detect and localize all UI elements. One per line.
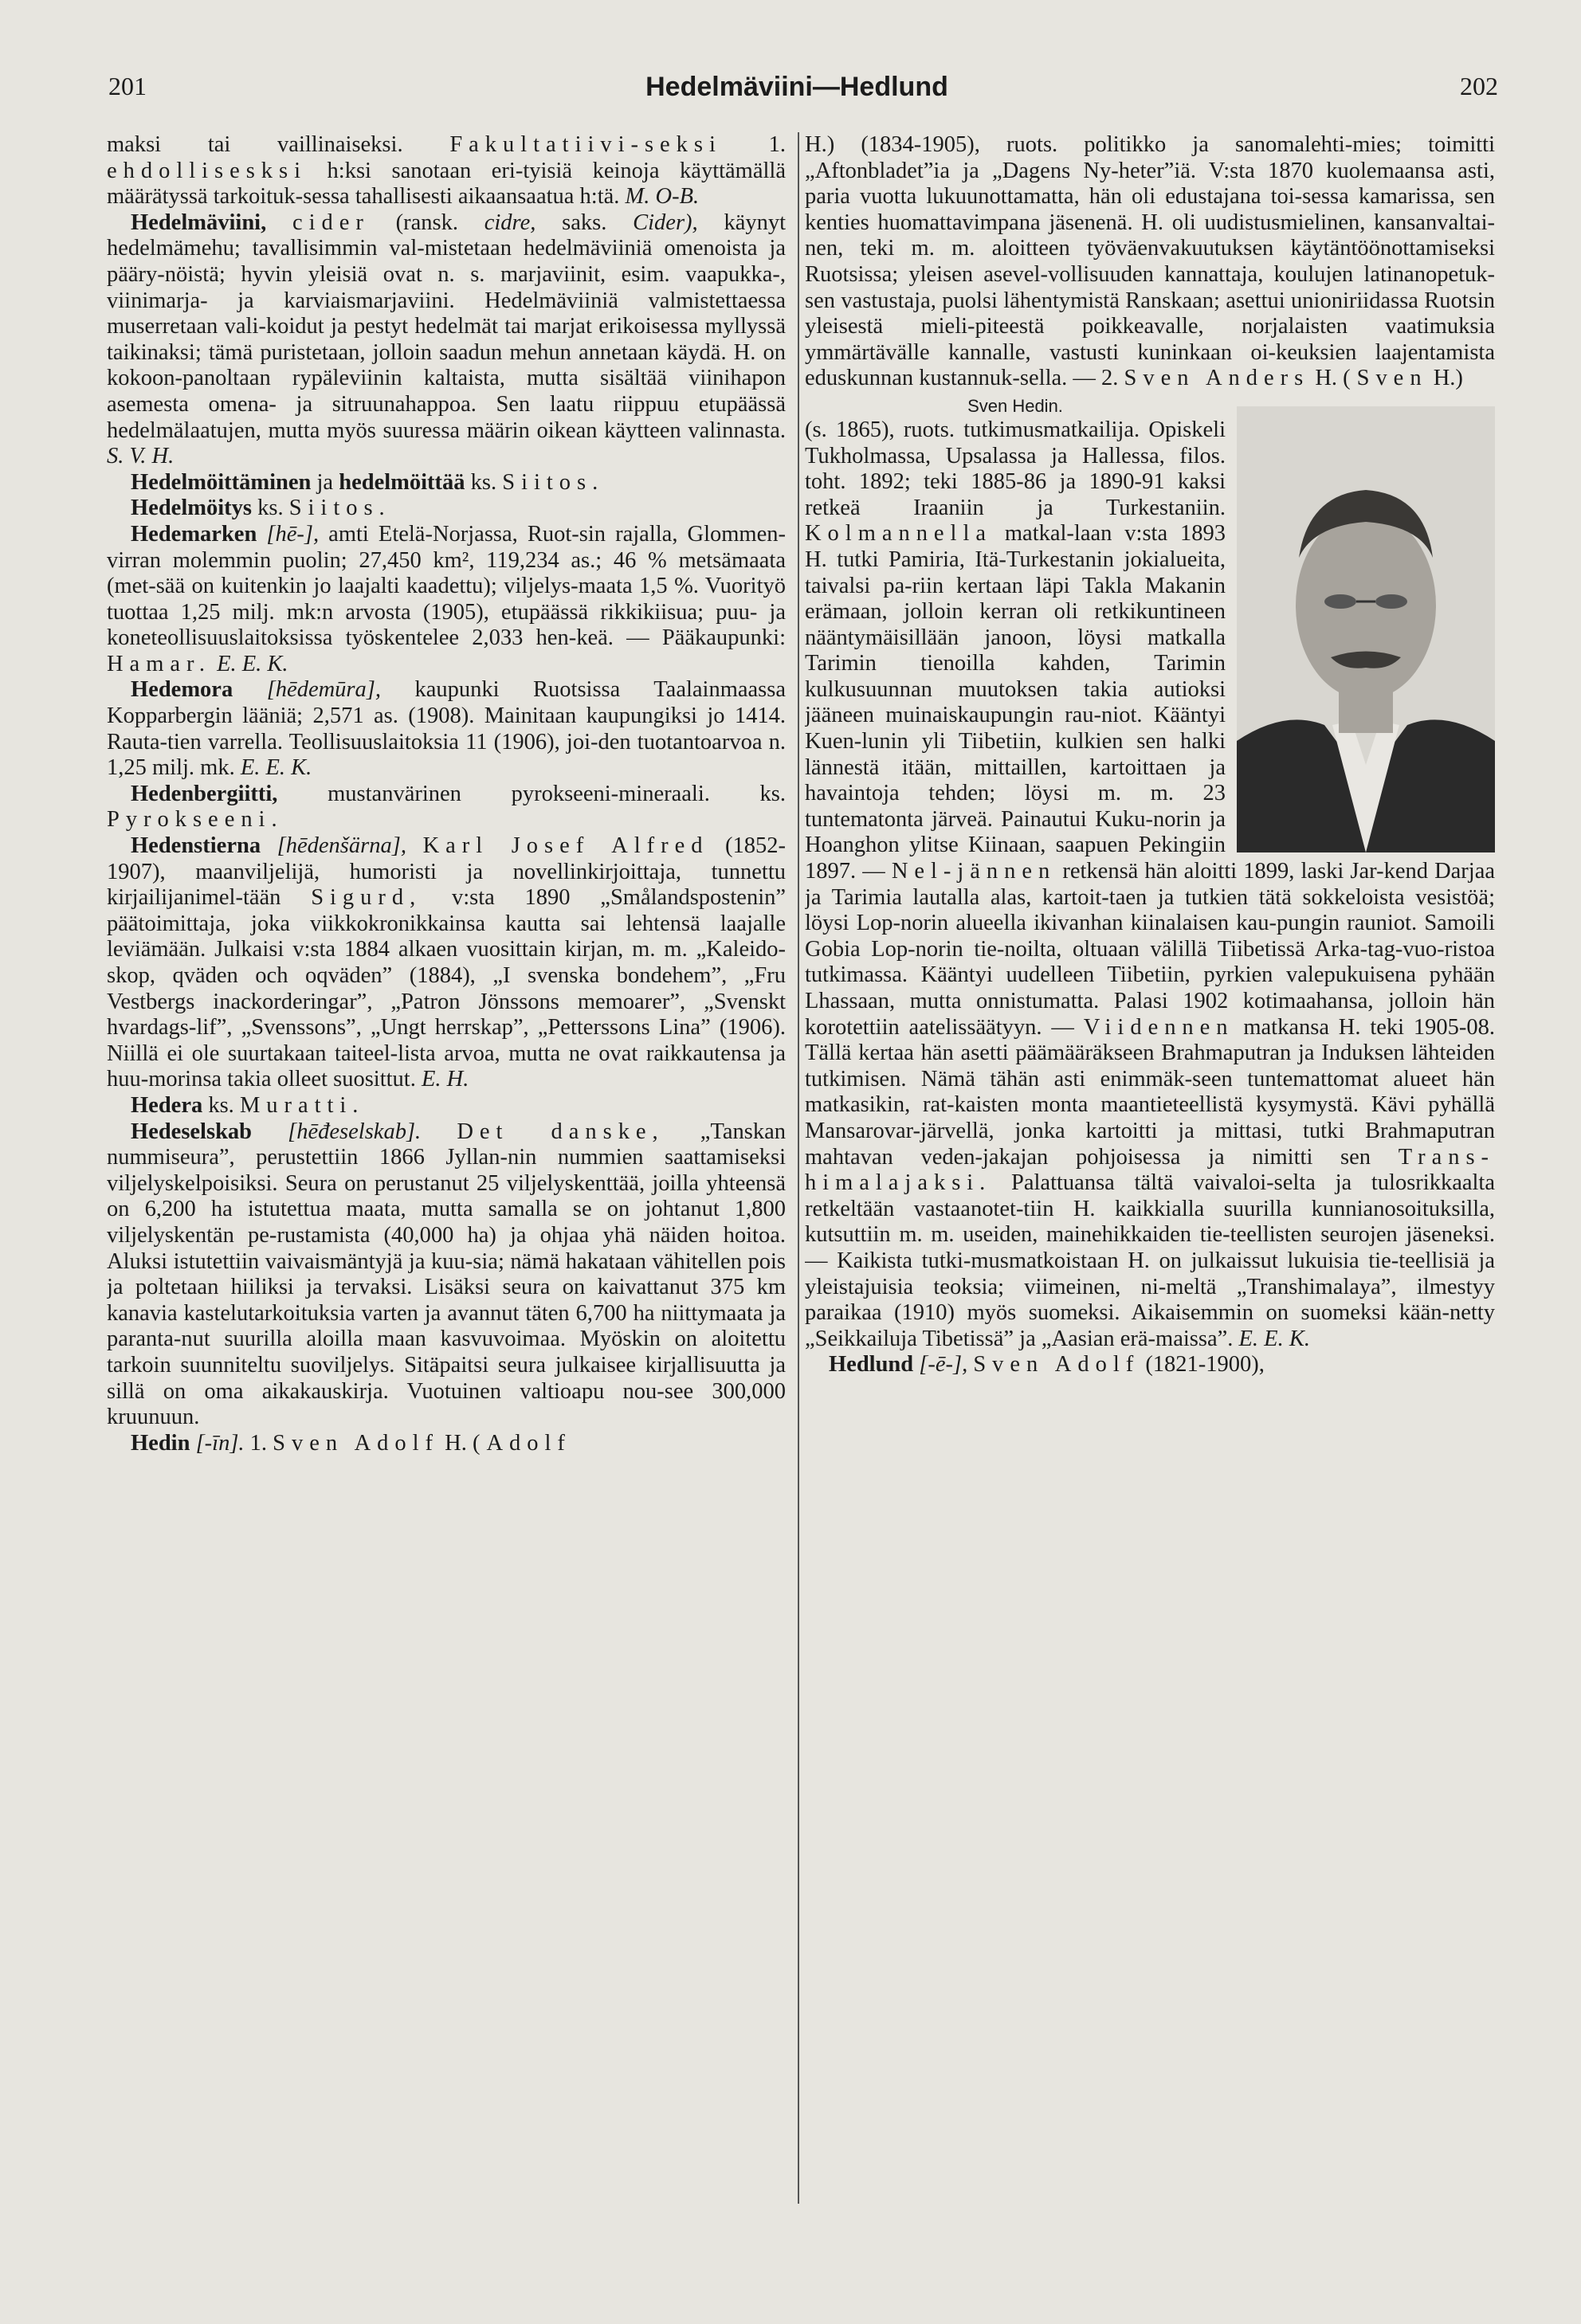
cross-reference: Siitos. xyxy=(502,469,605,495)
term: cidre, xyxy=(484,210,536,235)
running-title: Hedelmäviini—Hedlund xyxy=(645,72,948,102)
entry-hedemora xyxy=(107,677,786,781)
cross-reference: Pyrokseeni. xyxy=(107,807,284,833)
spaced-term: Viidennen xyxy=(1083,1014,1234,1040)
headword: hedelmöittää xyxy=(339,469,465,495)
text: (ransk. xyxy=(395,210,458,235)
entry-hedenbergiitti xyxy=(107,782,786,833)
pronunciation: [-īn]. xyxy=(195,1430,245,1456)
text: amti Etelä-Norjassa, Ruot-sin rajalla, Glommen-virran molemmin puolin; 27,450 km², 119,234 as.; 46 % metsämaata (met-sää on kuitenkin jo laajalti kaadettu); viljelys-maata 1,5 %. Vuorityö tuottaa 1,25 milj. mk:n arvosta (1905), etupäässä rikkikiisua; puu- ja koneteollisuuslaitoksissa työskentelee 2,033 hen-keä. — Pääkaupunki: xyxy=(107,521,786,651)
text: retkensä hän aloitti 1899, laski Jar-kend Darjaa ja Tarimia lautalla alas, kartoit-taen ja tutkien tätä sokkeloista vesistöä; löysi Lop-norin alueella ikivanhan kiinalaisen kau-pungin rauniot. Samoili Gobia Lop-norin tie-noilta, oltuaan välillä Tiibetissä Arka-tag-vuo-ristoa tutkimassa. Kääntyi uudelleen Tiibetiin, pyrkien valepukuisena pyhään Lhassaan, mutta onnistumatta. Palasi 1902 kotimaahansa, jolloin hän korotettiin aatelissäätyyn. — xyxy=(805,859,1495,1040)
text: (1821-1900), xyxy=(1145,1352,1265,1378)
text: ks. xyxy=(208,1092,234,1118)
headword: Hedelmäviini, xyxy=(131,210,267,235)
spaced-term: (Sven xyxy=(1343,366,1428,391)
portrait-figure xyxy=(1237,406,1495,852)
headword: Hedemarken xyxy=(131,521,257,547)
text: matkal-laan v:sta 1893 H. tutki Pamiria, Itä-Turkestanin jokialueita, taivalsi pa-riin kertaan läpi Takla Makanin erämaan, jolloin kerran oli retkikuntineen nääntymäisillään janoon, löysi matkalla Tarimin tienoilla kahden, Tarimin kulkusuunnan muutoksen takia autioksi jääneen muinaiskaupungin rau-niot. Kääntyi Kuen-lunin yli Tiibetiin, kulkien sen halki lännestä itään, mittaillen, kartoittaen ja havaintoja tehden; löysi m. m. 23 tuntematonta järveä. Painautui Kuku-norin ja Hoanghon ylitse Kiinaan, saapuen Pekingiin 1897. — xyxy=(805,521,1226,884)
entry-hedelmoitys xyxy=(107,496,786,522)
spaced-term: Fakultatiivi-seksi xyxy=(449,132,722,157)
entry-hedenstierna xyxy=(107,833,786,1093)
spaced-term: Nel-jännen xyxy=(891,859,1057,884)
author-signature: E. E. K. xyxy=(240,755,312,781)
author-signature: S. V. H. xyxy=(107,444,175,469)
entry-hedlund xyxy=(805,1352,1495,1378)
text: 1. xyxy=(249,1430,268,1456)
left-column xyxy=(107,132,786,2201)
author-signature: E. E. K. xyxy=(217,651,288,676)
spaced-term: Det danske, xyxy=(457,1119,665,1144)
headword: Hedelmöitys xyxy=(131,496,252,521)
spaced-term: cider xyxy=(292,210,370,235)
author-signature: E. E. K. xyxy=(1238,1326,1310,1351)
author-signature: E. H. xyxy=(421,1067,469,1092)
headword: Hedlund xyxy=(829,1352,914,1378)
page-number-right: 202 xyxy=(1460,72,1498,100)
spaced-term: Kolmannella xyxy=(805,521,992,547)
cross-reference: Siitos. xyxy=(288,496,391,521)
sven-hedin-portrait xyxy=(1237,406,1495,852)
headword: Hedenbergiitti, xyxy=(131,781,278,806)
spaced-term: Hamar. xyxy=(107,651,211,676)
text: saks. xyxy=(562,210,607,235)
text: H.) xyxy=(1433,366,1463,391)
headword: Hedin xyxy=(131,1430,190,1456)
text: maksi tai vaillinaiseksi. xyxy=(107,132,403,157)
text: (1852-1907), maanviljelijä, humoristi ja novellinkirjoittaja, tunnettu kirjailijanimel-tään xyxy=(107,833,786,911)
text: ks. xyxy=(470,469,497,495)
text: Palattuansa tältä vaivaloi-selta ja tulosrikkaalta retkeltään vastaanotet-tiin H. kaikkialla suurilla kunnianosoituksilla, kutsuttiin m. m. useiden, mainehikkaiden tie-teellisten seurojen jäseneksi. — Kaikista tutki-musmatkoistaan H. on julkaissut lukuisia tie-teellisiä ja yleistajuisia teoksia; viimeinen, ni-meltä „Transhimalaya”, ilmestyy paraikaa (1910) myös suomeksi. Aikaisemmin on suomeksi kään-netty „Seikkailuja Tibetissä” ja „Aasian erä-maissa”. xyxy=(805,1170,1495,1351)
text: käynyt hedelmämehu; tavallisimmin val-mistetaan hedelmäviiniä omenoista ja pääry-nöistä; hyvin yleisiä ovat n. s. marjaviinit, esim. vaapukka-, viinimarja- ja karviaismarjaviini. Hedelmäviiniä valmistettaessa muserretaan vali-koidut ja pestyt hedelmät tai marjat erikoisessa myllyssä taikinaksi; tämä puristetaan, jolloin saadun mehun annetaan käydä. H. on kokoon-panoltaan rypäleviinin kaltaista, mutta sisältää viinihapon asemesta omena- ja sitruunahappoa. Sen laatu riippuu etupäässä hedelmälaatujen, mutta myös suuressa määrin oikean käytteen valinnasta. xyxy=(107,210,786,443)
text: H. xyxy=(445,1430,467,1456)
cross-reference: Muratti. xyxy=(239,1092,365,1118)
headword: Hedelmöittäminen xyxy=(131,469,312,495)
spaced-term: Trans-himalajaksi. xyxy=(805,1144,1495,1196)
pronunciation: [hēdenšärna], xyxy=(277,833,406,859)
pronunciation: [hē-], xyxy=(266,521,320,547)
pronunciation: [hēdemūra], xyxy=(266,677,381,703)
entry-hedin xyxy=(107,1431,786,1457)
right-column xyxy=(805,132,1495,2201)
text: matkansa H. teki 1905-08. Tällä kertaa hän asetti päämääräkseen Brahmaputran ja Induksen lähteiden tutkimisen. Nämä tähän asti enimmäk-seen tuntemattomat alueet hän matkasikin, rat-kaisten monta maantieteellistä kysymystä. Kävi pyhällä Mansarovar-järvellä, jonka kartoitti ja mittasi, tutki Brahmaputran mahtavan veden-jakajan pohjoisessa ja nimitti sen xyxy=(805,1014,1495,1170)
text: „Tanskan nummiseura”, perustettiin 1866 Jyllan-nin nummien saattamiseksi viljelyskelpoisiksi. Seura on perustanut 25 viljelyskenttää, joilla yhteensä on 6,200 ha istutettua maata, mutta samalla se on johtanut 1,800 viljelyskentän pe-rustamista (40,000 ha) ja ohjaa yhä näiden hoitoa. Aluksi istutettiin vaivaismäntyjä ja kuu-sia; nämä hakataan vähitellen pois ja poltetaan hiiliksi ja tervaksi. Lisäksi seura on kaivattanut 375 km kanavia kastelutarkoituksia varten ja avannut täten 6,700 ha niittymaata ja paranta-nut suurilla aloilla maan kasvuvoimaa. Myöskin on aloitettu tarkoin suunniteltu suoviljelys. Sitäpaitsi seura julkaisee kirjallisuutta ja sillä on oma aikakauskirja. Vuotuinen valtioapu nou-see 300,000 kruunuun. xyxy=(107,1119,786,1430)
text: 1. xyxy=(768,132,786,157)
headword: Hedeselskab xyxy=(131,1119,253,1144)
text: ja xyxy=(316,469,334,495)
entry-hedera xyxy=(107,1093,786,1119)
entry-hedin-cont xyxy=(805,132,1495,392)
page-number-left: 201 xyxy=(108,72,147,100)
author-signature: M. O-B. xyxy=(625,184,700,210)
spaced-term: Karl Josef Alfred xyxy=(422,833,709,859)
entry-hedelmaviini xyxy=(107,210,786,470)
text: H. xyxy=(1315,366,1338,391)
spaced-term: (Adolf xyxy=(472,1430,571,1456)
spaced-term: Sven Adolf xyxy=(973,1352,1140,1378)
running-header xyxy=(96,72,1498,107)
text: H.) (1834-1905), ruots. politikko ja sanomalehti-mies; toimitti „Aftonbladet”ia ja „Dagens Ny-heter”iä. V:sta 1870 kuolemaansa asti, paria vuotta lukuunottamatta, hän oli edustajana toi-sessa kamarissa, sen kenties huomattavimpana jäsenenä. H. oli uudistusmielinen, kansanvaltai-nen, teki m. m. aloitteen työväenvakuutuksen käytäntöönottamiseksi Ruotsissa; yleisen asevel-vollisuuden kannattaja, koulujen latinanopetuk-sen vastustaja, puolsi lähentymistä Ranskaan; asettui unioniriidassa Ruotsin yleisestä mieli-piteestä poikkeavalle, norjalaisten vaatimuksia ymmärtävälle kannalle, vastusti kuninkaan oi-keuksien laajentamista eduskunnan kustannuk-sella. — 2. xyxy=(805,132,1495,391)
spaced-term: Sigurd, xyxy=(311,885,422,911)
spaced-term: Sven Anders xyxy=(1124,366,1310,391)
entry-hedeselskab xyxy=(107,1119,786,1431)
entry-hedelmoittaminen xyxy=(107,470,786,496)
text: v:sta 1890 „Smålandspostenin” päätoimittaja, joka viikkokronikkainsa kautta sai lehtensä laajalle leviämään. Julkaisi v:sta 1884 alkaen vuosittain kirjan, m. m. „Kaleido-skop, qväden och oqväden” (1884), „I svenska bondehem”, „Fru Vestbergs inackorderingar”, „Patron Jönssons memoarer”, „Svenskt hvardags-lif”, „Svenssons”, „Ungt herrskap”, „Petterssons Lina” (1906). Niillä ei ole suurtakaan taiteel-lista arvoa, mutta ne ovat raikkautensa ja huu-morinsa takia olleet suosittut. xyxy=(107,885,786,1092)
text: ks. xyxy=(257,496,284,521)
headword: Hedenstierna xyxy=(131,833,261,859)
term: Cider), xyxy=(633,210,698,235)
portrait-caption: Sven Hedin. xyxy=(967,395,1063,416)
pronunciation: [hēđeselskab]. xyxy=(288,1119,422,1144)
entry-hedemarken xyxy=(107,522,786,678)
headword: Hedera xyxy=(131,1092,203,1118)
spaced-term: ehdollisesksi xyxy=(107,158,307,183)
column-divider xyxy=(798,132,799,2204)
entry-hedelmaviini-cont xyxy=(107,132,786,210)
text: kaupunki Ruotsissa Taalainmaassa Kopparbergin lääniä; 2,571 as. (1908). Mainitaan kaupungiksi jo 1414. Rauta-tien varrella. Teollisuuslaitoksia 11 (1906), joi-den tuotantoarvoa n. 1,25 milj. mk. xyxy=(107,677,786,781)
text: (s. 1865), ruots. tutkimusmatkailija. Opiskeli Tukholmassa, Upsalassa ja Hallessa, filos. toht. 1892; teki 1885-86 ja 1890-91 kaksi retkeä Iraaniin ja Turkestaniin. xyxy=(805,417,1226,520)
pronunciation: [-ē-], xyxy=(919,1352,968,1378)
headword: Hedemora xyxy=(131,677,233,703)
text: mustanvärinen pyrokseeni-mineraali. ks. xyxy=(328,781,786,806)
spaced-term: Sven Adolf xyxy=(273,1430,439,1456)
text: h:ksi sanotaan eri-tyisiä keinoja käyttämällä määrätyssä tarkoituk-sessa tahallisesti aikaansaatua h:tä. xyxy=(107,158,786,210)
